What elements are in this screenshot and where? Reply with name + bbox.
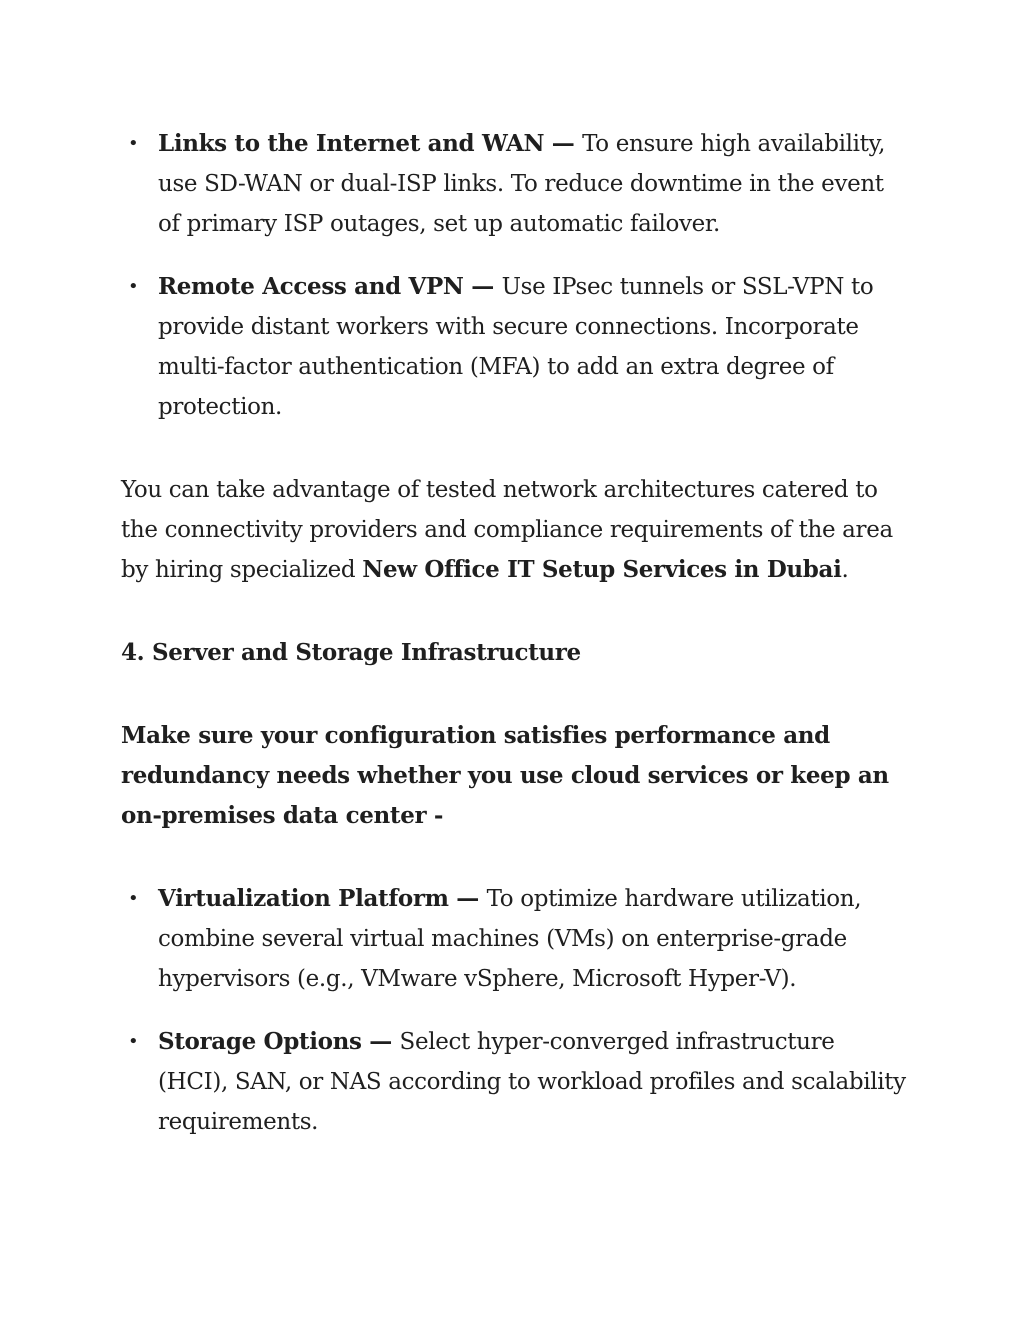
paragraph-end: . bbox=[841, 557, 849, 583]
network-bullet-list bbox=[121, 124, 911, 427]
list-item bbox=[121, 879, 911, 999]
item-title: Links to the Internet and WAN bbox=[158, 130, 545, 157]
server-bullet-list bbox=[121, 879, 911, 1142]
item-title: Remote Access and VPN bbox=[158, 273, 464, 300]
item-dash: — bbox=[544, 130, 583, 157]
bullet-marker: • bbox=[128, 1031, 139, 1052]
bullet-marker: • bbox=[128, 888, 139, 909]
item-title: Virtualization Platform bbox=[158, 885, 449, 912]
bullet-marker: • bbox=[128, 133, 139, 154]
item-title: Storage Options bbox=[158, 1028, 362, 1055]
item-text: Use IPsec tunnels or SSL-VPN to provide distant workers with secure connections. Incorporate multi-factor authentication (MFA) to add an extra degree of protection. bbox=[158, 274, 874, 420]
item-text: To optimize hardware utilization, combine several virtual machines (VMs) on enterprise-grade hypervisors (e.g., VMware vSphere, Microsoft Hyper-V). bbox=[158, 886, 862, 992]
item-dash: — bbox=[361, 1028, 400, 1055]
section-heading: 4. Server and Storage Infrastructure bbox=[121, 639, 581, 666]
list-item bbox=[121, 1022, 911, 1142]
item-text: Select hyper-converged infrastructure (HCI), SAN, or NAS according to workload profiles and scalability requirements. bbox=[158, 1029, 906, 1135]
item-dash: — bbox=[463, 273, 502, 300]
list-item bbox=[121, 267, 911, 427]
paragraph-text: You can take advantage of tested network architectures catered to the connectivity providers and compliance requirements of the area by hiring specialized bbox=[121, 477, 893, 583]
item-text: To ensure high availability, use SD-WAN or dual-ISP links. To reduce downtime in the event of primary ISP outages, set up automatic failover. bbox=[158, 131, 886, 237]
paragraph-bold-link-text: New Office IT Setup Services in Dubai bbox=[362, 556, 842, 583]
section-intro: Make sure your configuration satisfies performance and redundancy needs whether you use cloud services or keep an on-premises data center - bbox=[121, 722, 889, 829]
list-item bbox=[121, 124, 911, 244]
bullet-marker: • bbox=[128, 276, 139, 297]
document-page bbox=[121, 124, 911, 1142]
body-paragraph bbox=[121, 470, 911, 590]
item-dash: — bbox=[448, 885, 487, 912]
